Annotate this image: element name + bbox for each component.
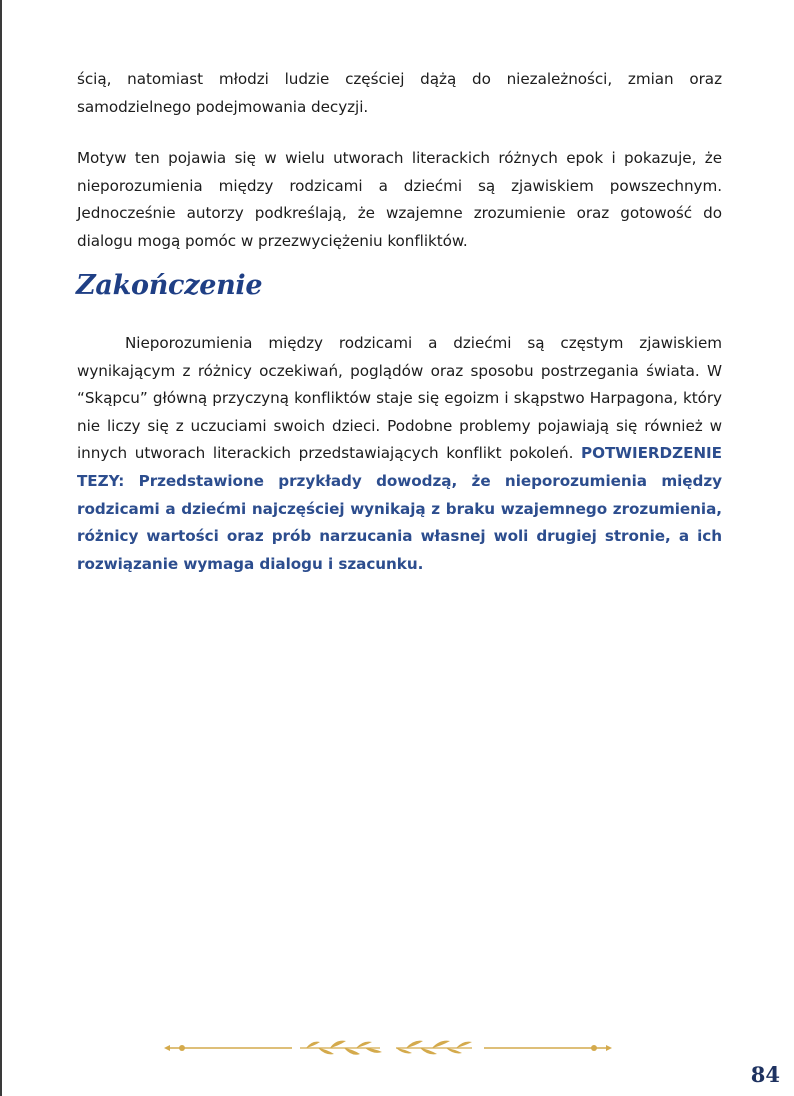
section-heading-conclusion: Zakończenie — [76, 270, 263, 301]
paragraph-continuation: ścią, natomiast młodzi ludzie częściej dążą do niezależności, zmian oraz samodzielnego podejmowania decyzji. — [77, 70, 722, 116]
paragraph-conclusion — [77, 330, 722, 578]
paragraph-motif: Motyw ten pojawia się w wielu utworach literackich różnych epok i pokazuje, że nieporozumienia między rodzicami a dziećmi są zjawiskiem powszechnym. Jednocześnie autorzy podkreślają, że wzajemne zrozumienie oraz gotowość do dialogu mogą pomóc w przezwyciężeniu konfliktów. — [77, 149, 722, 250]
page-left-edge — [0, 0, 2, 1096]
thesis-confirmation: POTWIERDZENIE TEZY: Przedstawione przykłady dowodzą, że nieporozumienia między rodzicami a dziećmi najczęściej wynikają z braku wzajemnego zrozumienia, różnicy wartości oraz prób narzucania własnej woli drugiej stronie, a ich rozwiązanie wymaga dialogu i szacunku. — [77, 444, 722, 573]
page-number: 84 — [750, 1062, 780, 1087]
conclusion-text: Nieporozumienia między rodzicami a dziećmi są częstym zjawiskiem wynikającym z różnicy oczekiwań, poglądów oraz sposobu postrzegania świata. W “Skąpcu” główną przyczyną konfliktów staje się egoizm i skąpstwo Harpagona, który nie liczy się z uczuciami swoich dzieci. Podobne problemy pojawiają się również w innych utworach literackich przedstawiających konflikt pokoleń. — [77, 334, 722, 463]
gold-laurel-divider-icon — [160, 1034, 616, 1064]
